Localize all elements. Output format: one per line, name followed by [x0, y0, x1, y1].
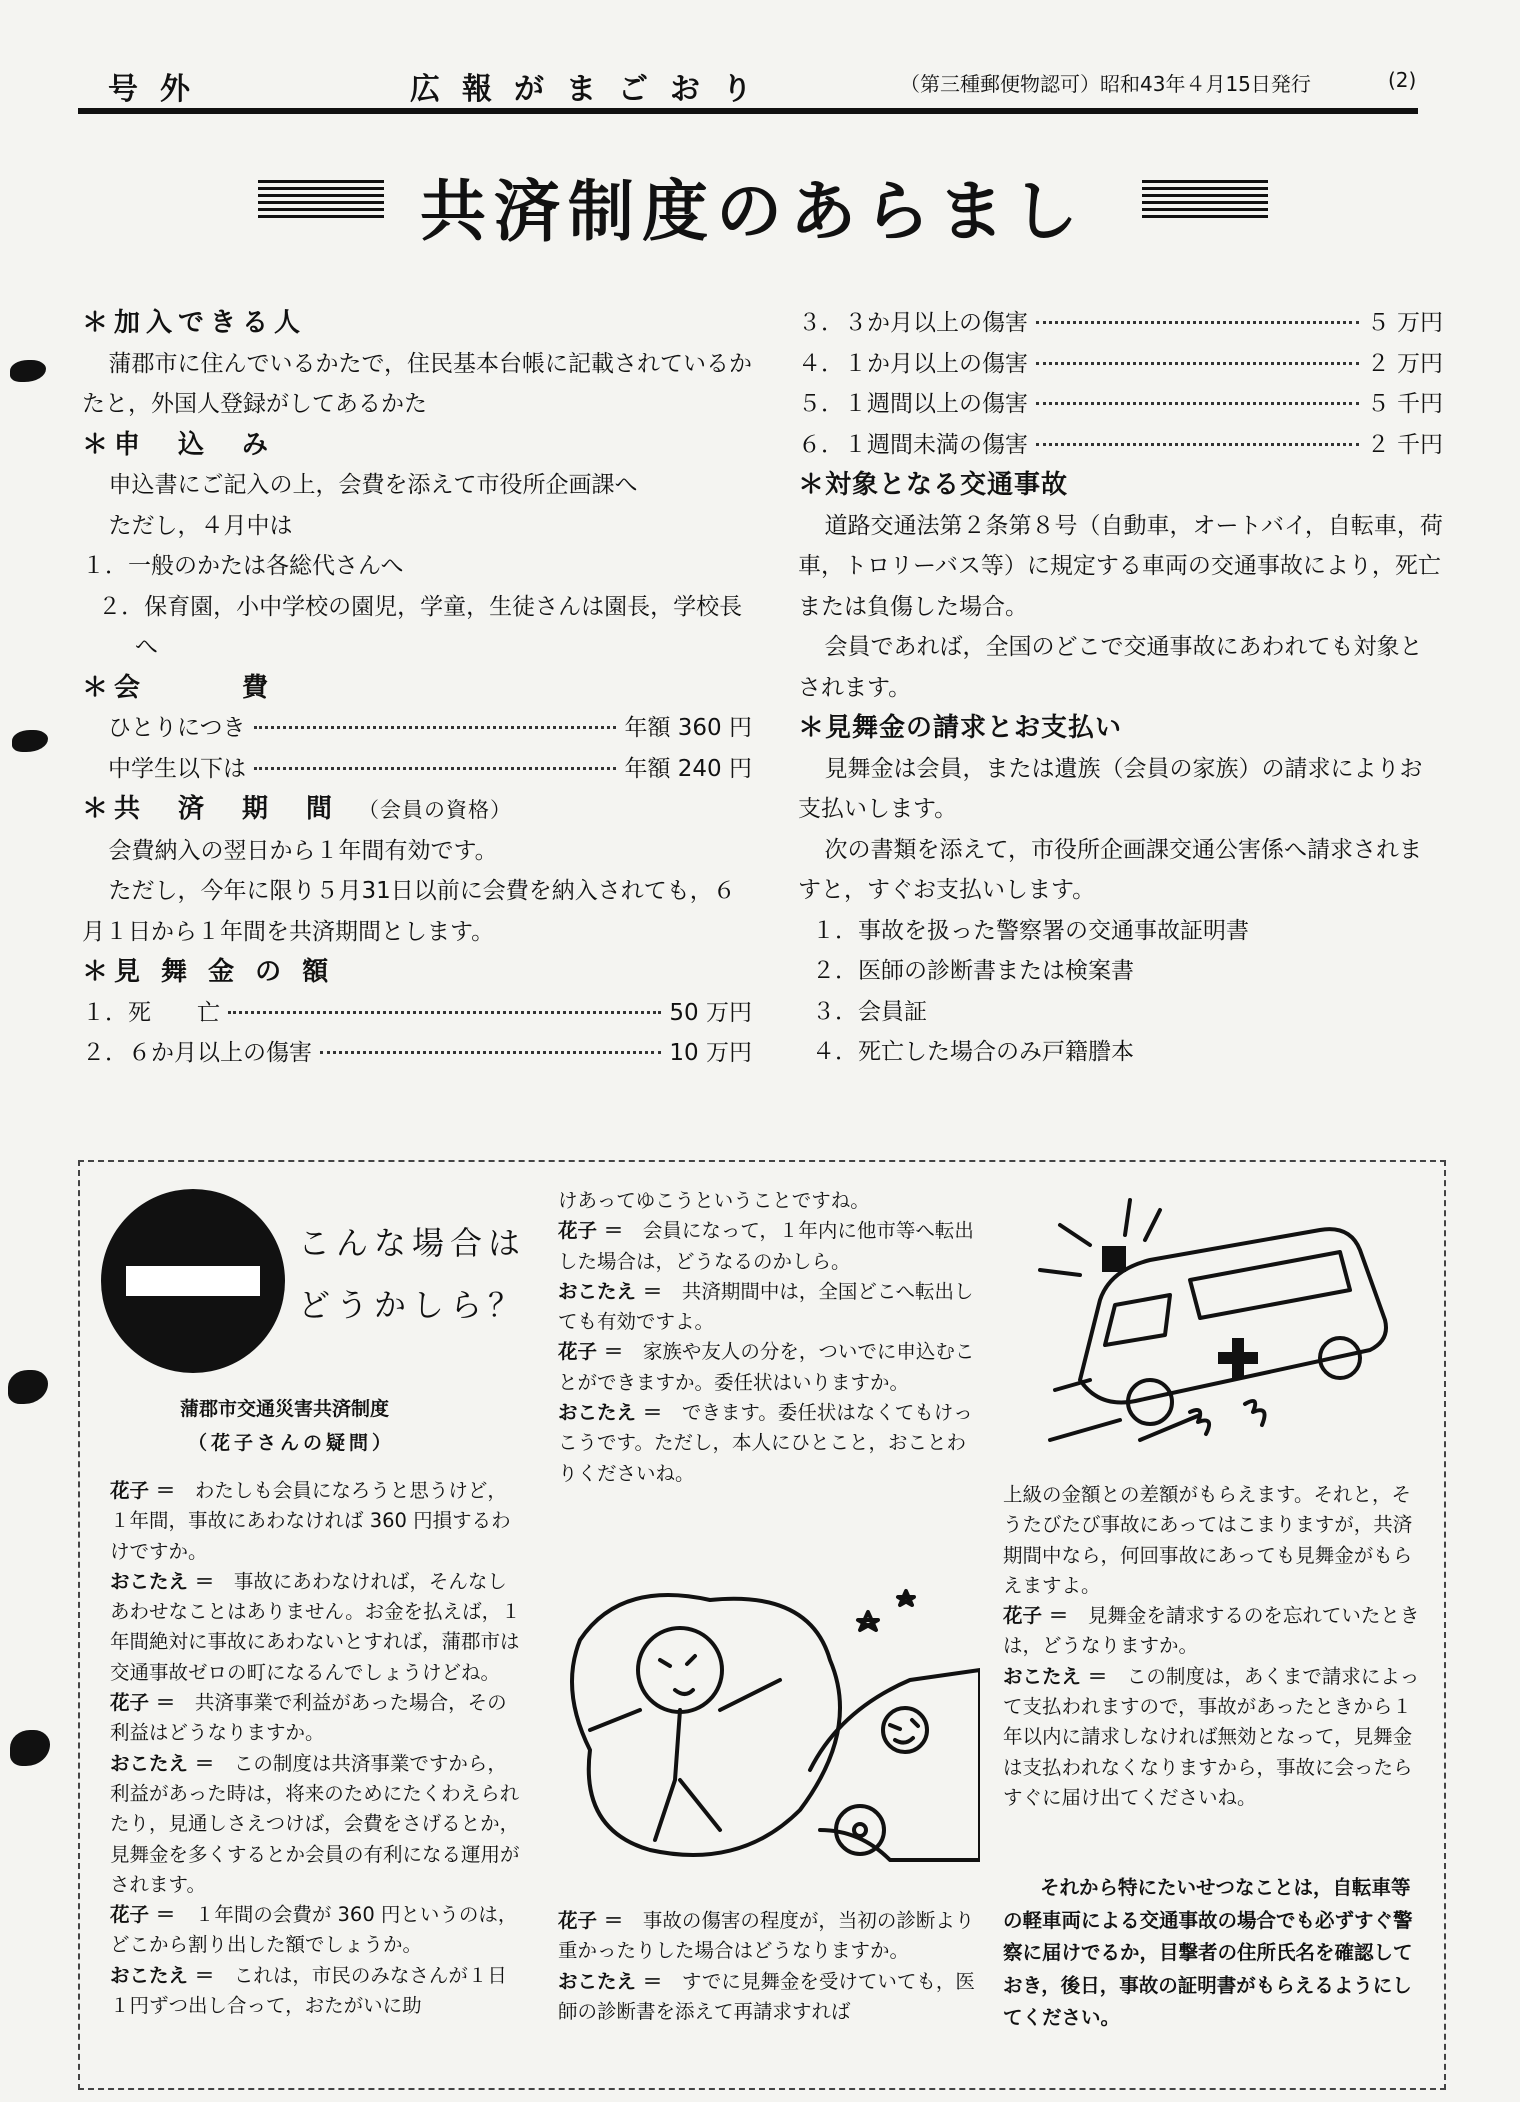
paragraph: 蒲郡市に住んでいるかたで，住民基本台帳に記載されているかたと，外国人登録がしてあるかた [82, 350, 752, 417]
leader-dots [254, 726, 617, 729]
qa-column-middle-bottom [558, 1906, 978, 2027]
box-title-line: どうかしら？ [298, 1286, 527, 1324]
publication-name: 広報がまごおり [410, 72, 774, 107]
amount-value: ２ 万円 [1366, 350, 1443, 377]
fee-row [82, 749, 752, 790]
answer-text: この制度は共済事業ですから，利益があった時は，将来のためにたくわえられたり，見通しさえつけば，会費をさげるとか，見舞金を多くするとか会員の有利になる運用がされます。 [110, 1751, 520, 1896]
paragraph: 次の書類を添えて，市役所企画課交通公害係へ請求されますと，すぐお支払いします。 [798, 836, 1422, 903]
section-subheading: （会員の資格） [358, 798, 513, 822]
paragraph: ただし，今年に限り５月31日以前に会費を納入されても，６月１日から１年間を共済期間とします。 [82, 878, 736, 945]
amount-value: 50 万円 [669, 999, 752, 1026]
answer [110, 1749, 525, 1900]
amount-row [798, 384, 1443, 425]
list-item: １．事故を扱った警察署の交通事故証明書 [812, 917, 1249, 944]
amount-row [798, 344, 1443, 385]
question-text: １年間の会費が 360 円というのは，どこから割り出した額でしょうか。 [110, 1903, 518, 1957]
fee-label: ひとりにつき [108, 715, 246, 741]
leader-dots [228, 1011, 661, 1014]
leader-dots [1036, 402, 1359, 405]
list-item: １．一般のかたは各総代さんへ [82, 553, 404, 579]
box-title [298, 1212, 526, 1336]
speaker-label: 花子 ＝ [558, 1219, 624, 1243]
amount-row [798, 425, 1443, 466]
question-text: 見舞金を請求するのを忘れていたときは，どうなりますか。 [1003, 1604, 1420, 1658]
answer [558, 1277, 978, 1338]
page-title: 共済制度のあらまし [420, 172, 1086, 250]
fee-row [82, 708, 752, 749]
binding-mark [12, 730, 48, 752]
amount-label: ４．１か月以上の傷害 [798, 350, 1028, 377]
speaker-label: おこたえ ＝ [558, 1279, 663, 1303]
paragraph: ただし，４月中は [108, 512, 293, 539]
qa-column-middle-top [558, 1186, 978, 1489]
fee-value: 年額 240 円 [624, 755, 752, 782]
section-heading: ＊見 舞 金 の 額 [82, 957, 335, 987]
answer-text: これは，市民のみなさんが１日１円ずつ出し合って，おたがいに助 [110, 1963, 507, 2018]
title-ornament-left [258, 180, 384, 222]
list-item: ２．保育園，小中学校の園児，学童，生徒さんは園長，学校長へ [98, 593, 743, 660]
binding-mark [10, 360, 46, 382]
speaker-label: 花子 ＝ [110, 1479, 176, 1502]
question [558, 1337, 978, 1398]
title-ornament-right [1142, 180, 1268, 222]
question [558, 1216, 978, 1277]
amount-row [82, 1033, 752, 1074]
paragraph: 申込書にご記入の上，会費を添えて市役所企画課へ [108, 472, 638, 498]
ambulance-illustration [1020, 1190, 1420, 1460]
right-column [798, 303, 1443, 1073]
answer-text: この制度は，あくまで請求によって支払われますので，事故があったときから１年以内に請求しなければ無効となって，見舞金は支払われなくなりますから，事故に会ったらすぐに届け出てくださいね。 [1003, 1664, 1420, 1809]
question [110, 1476, 525, 1567]
box-subtitle: 蒲郡市交通災害共済制度 [180, 1398, 390, 1420]
amount-row [82, 993, 752, 1034]
answer [1003, 1662, 1423, 1813]
no-entry-sign-icon [98, 1186, 288, 1376]
paragraph: 道路交通法第２条第８号（自動車，オートバイ，自転車，荷車，トロリーバス等）に規定する車両の交通事故により，死亡または負傷した場合。 [798, 512, 1443, 620]
question-text: 家族や友人の分を，ついでに申込むことができますか。委任状はいりますか。 [558, 1340, 975, 1394]
speaker-label: 花子 ＝ [110, 1691, 176, 1715]
box-subtitle: （花子さんの疑問） [188, 1432, 396, 1454]
amount-value: ５ 千円 [1366, 391, 1443, 417]
speaker-label: おこたえ ＝ [110, 1569, 215, 1593]
speaker-label: 花子 ＝ [558, 1909, 624, 1932]
question [1003, 1601, 1423, 1662]
question-text: 事故の傷害の程度が，当初の診断より重かったりした場合はどうなりますか。 [558, 1909, 975, 1963]
amount-label: ３．３か月以上の傷害 [798, 310, 1028, 336]
speaker-label: 花子 ＝ [1003, 1604, 1069, 1628]
paragraph: 会費納入の翌日から１年間有効です。 [108, 837, 498, 864]
section-heading: ＊加入できる人 [82, 308, 307, 338]
speaker-label: 花子 ＝ [558, 1340, 624, 1364]
amount-value: ５ 万円 [1366, 310, 1443, 336]
list-item: ３．会員証 [812, 998, 927, 1025]
question [558, 1906, 978, 1967]
accident-illustration [560, 1560, 980, 1890]
box-title-line: こんな場合は [298, 1224, 527, 1262]
binding-mark [8, 1370, 48, 1404]
answer [558, 1398, 978, 1489]
leader-dots [254, 767, 616, 770]
fee-value: 年額 360 円 [624, 715, 752, 741]
answer [110, 1961, 525, 2022]
leader-dots [320, 1051, 661, 1054]
left-column [82, 303, 752, 1074]
answer [558, 1967, 978, 2028]
answer-continued: 上級の金額との差額がもらえます。それと，そうたびたび事故にあってはこまりますが，共済期間中なら，何回事故にあっても見舞金がもらえますよ。 [1003, 1483, 1413, 1597]
amount-label: ６．１週間未満の傷害 [798, 431, 1028, 458]
speaker-label: おこたえ ＝ [110, 1963, 215, 1987]
list-item: ２．医師の診断書または検案書 [812, 958, 1134, 984]
amount-label: １．死 亡 [82, 999, 220, 1026]
speaker-label: おこたえ ＝ [1003, 1664, 1108, 1688]
speaker-label: おこたえ ＝ [558, 1969, 663, 1993]
section-heading: ＊対象となる交通事故 [798, 470, 1069, 500]
leader-dots [1036, 321, 1359, 324]
binding-mark [10, 1730, 50, 1766]
fee-label: 中学生以下は [108, 755, 246, 782]
header-rule [78, 108, 1418, 114]
paragraph: 会員であれば，全国のどこで交通事故にあわれても対象とされます。 [798, 634, 1423, 701]
section-heading: ＊見舞金の請求とお支払い [798, 713, 1123, 743]
question-text: 共済事業で利益があった場合，その利益はどうなりますか。 [110, 1691, 507, 1745]
question [110, 1900, 525, 1961]
speaker-label: おこたえ ＝ [558, 1401, 663, 1425]
page-number: (2) [1388, 68, 1417, 92]
amount-value: ２ 千円 [1366, 431, 1443, 458]
amount-label: ５．１週間以上の傷害 [798, 391, 1028, 417]
amount-value: 10 万円 [669, 1040, 752, 1066]
section-heading: ＊申 込 み [82, 429, 275, 460]
qa-column-right [1003, 1480, 1423, 1813]
list-item: ４．死亡した場合のみ戸籍謄本 [812, 1039, 1134, 1065]
amount-row [798, 303, 1443, 344]
section-heading: ＊共 済 期 間 [82, 794, 339, 824]
answer-continued: けあってゆこうということですね。 [558, 1189, 870, 1212]
answer-text: すでに見舞金を受けていても，医師の診断書を添えて再請求すれば [558, 1969, 975, 2023]
question-text: 会員になって，１年内に他市等へ転出した場合は，どうなるのかしら。 [558, 1219, 974, 1273]
question [110, 1688, 525, 1749]
important-note: それから特にたいせつなことは，自転車等の軽車両による交通事故の場合でも必ずすぐ警察に届けでるか，目撃者の住所氏名を確認しておき，後日，事故の証明書がもらえるようにしてください。 [1003, 1876, 1413, 2029]
answer-text: できます。委任状はなくてもけっこうです。ただし，本人にひとこと，おことわりくださいね。 [558, 1401, 973, 1485]
speaker-label: おこたえ ＝ [110, 1751, 215, 1775]
qa-column-left [110, 1476, 525, 2021]
answer-text: 共済期間中は，全国どこへ転出しても有効ですよ。 [558, 1279, 974, 1334]
amount-label: ２．６か月以上の傷害 [82, 1040, 312, 1066]
leader-dots [1036, 362, 1359, 365]
leader-dots [1036, 443, 1359, 446]
section-heading-row [82, 789, 752, 831]
issue-label: 号外 [108, 72, 212, 107]
answer-text: 事故にあわなければ，そんなしあわせなことはありません。お金を払えば，１年間絶対に事故にあわないとすれば，蒲郡市は交通事故ゼロの町になるんでしょうけどね。 [110, 1569, 521, 1684]
speaker-label: 花子 ＝ [110, 1903, 176, 1927]
question-text: わたしも会員になろうと思うけど，１年間，事故にあわなければ 360 円損するわけですか。 [110, 1479, 511, 1563]
paragraph: 見舞金は会員，または遺族（会員の家族）の請求によりお支払いします。 [798, 755, 1423, 822]
publication-date: （第三種郵便物認可）昭和43年４月15日発行 [900, 72, 1311, 96]
section-heading: ＊会 費 [82, 672, 275, 703]
answer [110, 1567, 525, 1688]
